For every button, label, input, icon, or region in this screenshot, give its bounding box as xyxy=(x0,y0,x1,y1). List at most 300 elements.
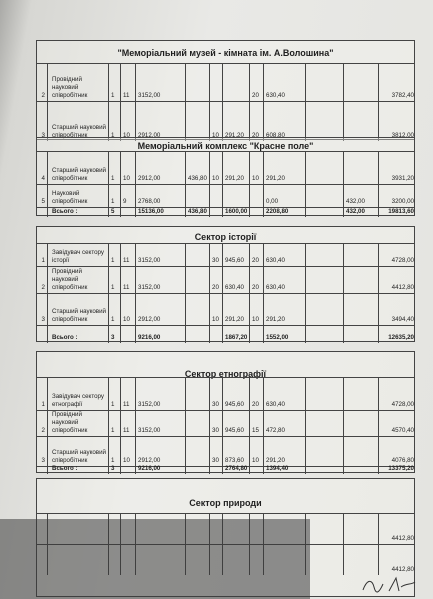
table-cell-c6 xyxy=(222,437,249,466)
cell-value: 10 xyxy=(212,175,219,182)
table-cell-c11 xyxy=(378,294,416,325)
cell-value: 873,60 xyxy=(225,457,244,464)
cell-value: 1 xyxy=(111,175,115,182)
table-cell-c4 xyxy=(185,326,209,343)
table-cell-c1 xyxy=(108,64,120,101)
table-row xyxy=(37,266,414,293)
table-cell-c7 xyxy=(249,294,263,325)
cell-value: 10 xyxy=(252,175,259,182)
cell-value: 3 xyxy=(41,457,45,464)
table-cell-c2 xyxy=(120,64,135,101)
cell-value: 10 xyxy=(212,132,219,139)
cell-value: 1 xyxy=(111,427,115,434)
table-cell-c10 xyxy=(343,244,378,266)
table-cell-c10 xyxy=(343,437,378,466)
cell-value: 3152,00 xyxy=(138,257,161,264)
table-cell-c10 xyxy=(343,545,378,575)
table-cell-n xyxy=(37,467,47,474)
table-cell-c11 xyxy=(378,467,416,474)
table-cell-c5 xyxy=(209,208,222,217)
table-cell-c4 xyxy=(185,378,209,410)
cell-value: 15 xyxy=(252,427,259,434)
table-cell-c8 xyxy=(263,208,305,217)
cell-value: 630,40 xyxy=(266,401,285,408)
cell-value: 19813,60 xyxy=(388,208,414,215)
table-cell-c7 xyxy=(249,208,263,217)
table-cell-n xyxy=(37,185,47,207)
table-cell-c6 xyxy=(222,294,249,325)
cell-value: 1600,00 xyxy=(225,208,248,215)
table-cell-c3 xyxy=(135,208,185,217)
table-cell-c3 xyxy=(135,411,185,436)
table-cell-c7 xyxy=(249,467,263,474)
table-cell-c4 xyxy=(185,102,209,141)
table-cell-c10 xyxy=(343,411,378,436)
cell-value: 945,60 xyxy=(225,427,244,434)
table-cell-n xyxy=(37,437,47,466)
table-row xyxy=(37,243,414,266)
cell-value: 9216,00 xyxy=(138,465,161,472)
table-cell-c3 xyxy=(135,378,185,410)
total-row xyxy=(37,207,414,217)
cell-value: 30 xyxy=(212,257,219,264)
cell-value: 2 xyxy=(41,92,45,99)
cell-value: 608,80 xyxy=(266,132,285,139)
table-cell-c3 xyxy=(135,467,185,474)
cell-value: Провідний науковий співробітник xyxy=(52,268,88,291)
cell-value: 3 xyxy=(41,132,45,139)
cell-value: 3 xyxy=(111,334,115,341)
table-cell-c11 xyxy=(378,514,416,544)
table-cell-c5 xyxy=(209,102,222,141)
table-cell-n xyxy=(37,102,47,141)
table-cell-c9 xyxy=(305,267,343,293)
cell-value: Старший науковий співробітник xyxy=(52,449,107,464)
cell-value: 3 xyxy=(41,316,45,323)
cell-value: 4412,80 xyxy=(391,284,414,291)
table-cell-c2 xyxy=(120,185,135,207)
table-cell-c9 xyxy=(305,185,343,207)
table-cell-name xyxy=(47,326,108,343)
cell-value: 13375,20 xyxy=(388,465,414,472)
table-cell-c11 xyxy=(378,378,416,410)
table-cell-c5 xyxy=(209,437,222,466)
table-cell-c8 xyxy=(263,467,305,474)
table-cell-c2 xyxy=(120,267,135,293)
table-cell-c11 xyxy=(378,545,416,575)
cell-value: 10 xyxy=(123,132,130,139)
scan-shadow xyxy=(0,519,310,599)
table-cell-name xyxy=(47,378,108,410)
table-cell-c10 xyxy=(343,514,378,544)
section-title: Сектор етнографії xyxy=(184,369,267,379)
cell-value: 4570,40 xyxy=(391,427,414,434)
cell-value: 11 xyxy=(123,92,130,99)
cell-value: 630,40 xyxy=(266,92,285,99)
table-cell-name xyxy=(47,152,108,184)
table-cell-c1 xyxy=(108,326,120,343)
table-cell-c9 xyxy=(305,514,343,544)
table-cell-c1 xyxy=(108,294,120,325)
table-cell-c2 xyxy=(120,152,135,184)
cell-value: 1 xyxy=(111,284,115,291)
handwritten-signature xyxy=(359,575,419,595)
table-cell-c2 xyxy=(120,437,135,466)
table-cell-c6 xyxy=(222,208,249,217)
table-cell-c2 xyxy=(120,244,135,266)
cell-value: 30 xyxy=(212,427,219,434)
table-cell-c3 xyxy=(135,437,185,466)
cell-value: 10 xyxy=(123,457,130,464)
table-cell-c4 xyxy=(185,411,209,436)
table-cell-c8 xyxy=(263,326,305,343)
cell-value: Провідний науковий співробітник xyxy=(52,411,88,434)
cell-value: 10 xyxy=(212,316,219,323)
cell-value: 3152,00 xyxy=(138,92,161,99)
cell-value: 4 xyxy=(41,175,45,182)
section-table-history-sector xyxy=(36,226,415,342)
table-cell-c1 xyxy=(108,185,120,207)
table-cell-c9 xyxy=(305,437,343,466)
table-cell-n xyxy=(37,64,47,101)
table-cell-c3 xyxy=(135,102,185,141)
section-title: Меморіальний комплекс "Красне поле" xyxy=(137,141,314,151)
table-cell-c7 xyxy=(249,378,263,410)
cell-value: 291,20 xyxy=(266,316,285,323)
cell-value: Всього : xyxy=(52,208,78,215)
cell-value: 432,00 xyxy=(346,198,365,205)
table-cell-c9 xyxy=(305,64,343,101)
table-cell-name xyxy=(47,267,108,293)
table-cell-n xyxy=(37,326,47,343)
cell-value: 1 xyxy=(111,92,115,99)
cell-value: Науковий співробітник xyxy=(52,190,88,205)
table-cell-c10 xyxy=(343,208,378,217)
table-cell-c4 xyxy=(185,185,209,207)
cell-value: 3200,00 xyxy=(391,198,414,205)
table-cell-n xyxy=(37,152,47,184)
table-cell-c3 xyxy=(135,152,185,184)
table-cell-name xyxy=(47,244,108,266)
cell-value: 11 xyxy=(123,257,130,264)
cell-value: 11 xyxy=(123,284,130,291)
table-cell-c8 xyxy=(263,437,305,466)
cell-value: 2768,00 xyxy=(138,198,161,205)
cell-value: 30 xyxy=(212,457,219,464)
table-cell-c2 xyxy=(120,294,135,325)
cell-value: 2912,00 xyxy=(138,316,161,323)
table-cell-c3 xyxy=(135,294,185,325)
cell-value: 20 xyxy=(212,284,219,291)
table-cell-c9 xyxy=(305,208,343,217)
table-cell-c8 xyxy=(263,378,305,410)
cell-value: 2912,00 xyxy=(138,132,161,139)
table-cell-c3 xyxy=(135,185,185,207)
table-cell-c6 xyxy=(222,102,249,141)
cell-value: 630,40 xyxy=(266,284,285,291)
cell-value: 3152,00 xyxy=(138,284,161,291)
table-row xyxy=(37,184,414,207)
table-cell-c9 xyxy=(305,244,343,266)
cell-value: 3931,20 xyxy=(391,175,414,182)
table-cell-c1 xyxy=(108,152,120,184)
cell-value: 20 xyxy=(252,257,259,264)
table-cell-c6 xyxy=(222,64,249,101)
cell-value: 0,00 xyxy=(266,198,279,205)
table-cell-c10 xyxy=(343,152,378,184)
table-cell-c6 xyxy=(222,244,249,266)
cell-value: 5 xyxy=(41,198,45,205)
table-cell-c10 xyxy=(343,64,378,101)
table-cell-c5 xyxy=(209,467,222,474)
table-cell-c7 xyxy=(249,244,263,266)
cell-value: 3 xyxy=(111,465,115,472)
table-cell-c8 xyxy=(263,244,305,266)
cell-value: 1 xyxy=(111,132,115,139)
table-cell-c11 xyxy=(378,326,416,343)
table-cell-c7 xyxy=(249,267,263,293)
cell-value: 10 xyxy=(252,316,259,323)
cell-value: 20 xyxy=(252,284,259,291)
table-cell-c1 xyxy=(108,102,120,141)
cell-value: 436,80 xyxy=(188,175,207,182)
cell-value: 2 xyxy=(41,284,45,291)
table-cell-c5 xyxy=(209,411,222,436)
cell-value: 20 xyxy=(252,92,259,99)
table-cell-c6 xyxy=(222,411,249,436)
table-cell-c4 xyxy=(185,208,209,217)
table-cell-c10 xyxy=(343,378,378,410)
section-table-ethnography-sector xyxy=(36,351,415,473)
cell-value: 3152,00 xyxy=(138,401,161,408)
table-cell-c4 xyxy=(185,437,209,466)
cell-value: 4076,80 xyxy=(391,457,414,464)
total-row xyxy=(37,466,414,474)
table-cell-c11 xyxy=(378,64,416,101)
table-cell-c9 xyxy=(305,411,343,436)
table-cell-c2 xyxy=(120,102,135,141)
cell-value: 15136,00 xyxy=(138,208,164,215)
cell-value: 20 xyxy=(252,132,259,139)
table-cell-c9 xyxy=(305,378,343,410)
table-cell-c5 xyxy=(209,185,222,207)
table-cell-c7 xyxy=(249,411,263,436)
table-cell-c4 xyxy=(185,467,209,474)
table-cell-name xyxy=(47,208,108,217)
cell-value: Завідувач сектору етнографії xyxy=(52,393,104,408)
table-row xyxy=(37,63,414,101)
section-title: Сектор історії xyxy=(194,232,257,242)
table-row xyxy=(37,151,414,184)
cell-value: 1 xyxy=(111,401,115,408)
table-cell-c5 xyxy=(209,294,222,325)
table-cell-c9 xyxy=(305,326,343,343)
table-row xyxy=(37,101,414,141)
table-cell-c3 xyxy=(135,244,185,266)
table-cell-c5 xyxy=(209,244,222,266)
table-cell-c7 xyxy=(249,152,263,184)
table-cell-c11 xyxy=(378,437,416,466)
cell-value: 436,80 xyxy=(188,208,207,215)
table-cell-n xyxy=(37,378,47,410)
table-cell-c4 xyxy=(185,267,209,293)
table-cell-name xyxy=(47,467,108,474)
cell-value: 2764,80 xyxy=(225,465,248,472)
table-cell-name xyxy=(47,437,108,466)
cell-value: 4728,00 xyxy=(391,401,414,408)
table-cell-c7 xyxy=(249,185,263,207)
cell-value: 5 xyxy=(111,208,115,215)
table-cell-c5 xyxy=(209,326,222,343)
table-cell-c8 xyxy=(263,185,305,207)
cell-value: 2208,80 xyxy=(266,208,289,215)
cell-value: 9 xyxy=(123,198,127,205)
table-cell-n xyxy=(37,267,47,293)
cell-value: 2912,00 xyxy=(138,457,161,464)
table-cell-name xyxy=(47,411,108,436)
table-cell-c7 xyxy=(249,437,263,466)
table-cell-c1 xyxy=(108,411,120,436)
table-cell-c11 xyxy=(378,102,416,141)
table-cell-c4 xyxy=(185,152,209,184)
table-cell-c1 xyxy=(108,378,120,410)
table-cell-c6 xyxy=(222,185,249,207)
table-cell-c11 xyxy=(378,244,416,266)
cell-value: 291,20 xyxy=(225,316,244,323)
table-cell-c6 xyxy=(222,267,249,293)
cell-value: Старший науковий співробітник xyxy=(52,308,107,323)
table-cell-c7 xyxy=(249,102,263,141)
cell-value: 1 xyxy=(111,257,115,264)
cell-value: 945,60 xyxy=(225,401,244,408)
table-cell-c11 xyxy=(378,208,416,217)
table-cell-c9 xyxy=(305,467,343,474)
cell-value: Провідний науковий співробітник xyxy=(52,76,88,99)
table-cell-c5 xyxy=(209,267,222,293)
table-cell-c9 xyxy=(305,102,343,141)
section-title: Сектор природи xyxy=(189,498,262,508)
cell-value: 3494,40 xyxy=(391,316,414,323)
table-cell-name xyxy=(47,102,108,141)
table-cell-c7 xyxy=(249,326,263,343)
cell-value: 9216,00 xyxy=(138,334,161,341)
cell-value: 10 xyxy=(123,316,130,323)
table-cell-c10 xyxy=(343,185,378,207)
section-table-memorial-museum xyxy=(36,40,415,140)
cell-value: 1 xyxy=(111,198,115,205)
table-cell-c11 xyxy=(378,185,416,207)
table-cell-c3 xyxy=(135,64,185,101)
table-cell-n xyxy=(37,411,47,436)
cell-value: Всього : xyxy=(52,334,78,341)
cell-value: 1 xyxy=(111,316,115,323)
cell-value: 1867,20 xyxy=(225,334,248,341)
cell-value: 4728,00 xyxy=(391,257,414,264)
cell-value: 291,20 xyxy=(266,175,285,182)
table-cell-c5 xyxy=(209,64,222,101)
cell-value: 10 xyxy=(123,175,130,182)
cell-value: 1552,00 xyxy=(266,334,289,341)
table-cell-c10 xyxy=(343,294,378,325)
cell-value: 630,40 xyxy=(225,284,244,291)
cell-value: 11 xyxy=(123,401,130,408)
table-cell-n xyxy=(37,244,47,266)
cell-value: Старший науковий співробітник xyxy=(52,167,107,182)
table-cell-c10 xyxy=(343,102,378,141)
table-cell-c5 xyxy=(209,152,222,184)
table-cell-c11 xyxy=(378,267,416,293)
table-cell-c9 xyxy=(305,545,343,575)
cell-value: 291,20 xyxy=(266,457,285,464)
table-cell-c2 xyxy=(120,208,135,217)
total-row xyxy=(37,325,414,343)
table-cell-c9 xyxy=(305,152,343,184)
cell-value: Старший науковий співробітник xyxy=(52,124,107,139)
table-cell-c6 xyxy=(222,152,249,184)
cell-value: 10 xyxy=(252,457,259,464)
table-cell-c9 xyxy=(305,294,343,325)
table-cell-c10 xyxy=(343,326,378,343)
cell-value: 630,40 xyxy=(266,257,285,264)
cell-value: 291,20 xyxy=(225,175,244,182)
table-cell-c8 xyxy=(263,152,305,184)
table-cell-n xyxy=(37,208,47,217)
table-cell-c2 xyxy=(120,378,135,410)
table-row xyxy=(37,377,414,410)
table-cell-c1 xyxy=(108,437,120,466)
cell-value: 432,00 xyxy=(346,208,365,215)
table-cell-c2 xyxy=(120,411,135,436)
table-row xyxy=(37,293,414,325)
cell-value: 11 xyxy=(123,427,130,434)
cell-value: 1 xyxy=(111,457,115,464)
section-title: "Меморіальний музей - кімната ім. А.Волошина" xyxy=(117,48,334,58)
table-cell-c8 xyxy=(263,64,305,101)
cell-value: 20 xyxy=(252,401,259,408)
table-cell-c4 xyxy=(185,294,209,325)
cell-value: 12635,20 xyxy=(388,334,414,341)
table-cell-c1 xyxy=(108,244,120,266)
table-cell-c5 xyxy=(209,378,222,410)
table-row xyxy=(37,436,414,466)
table-cell-c1 xyxy=(108,208,120,217)
table-cell-c8 xyxy=(263,267,305,293)
cell-value: 472,80 xyxy=(266,427,285,434)
cell-value: 4412,80 xyxy=(391,535,414,542)
table-cell-name xyxy=(47,294,108,325)
table-cell-c10 xyxy=(343,267,378,293)
cell-value: 945,60 xyxy=(225,257,244,264)
cell-value: 2912,00 xyxy=(138,175,161,182)
table-cell-c1 xyxy=(108,267,120,293)
table-cell-c6 xyxy=(222,467,249,474)
table-cell-c6 xyxy=(222,378,249,410)
cell-value: 3152,00 xyxy=(138,427,161,434)
cell-value: 1394,40 xyxy=(266,465,289,472)
table-cell-c2 xyxy=(120,467,135,474)
cell-value: 3812,00 xyxy=(391,132,414,139)
table-cell-c11 xyxy=(378,411,416,436)
table-cell-c6 xyxy=(222,326,249,343)
cell-value: 4412,80 xyxy=(391,566,414,573)
cell-value: 1 xyxy=(41,401,45,408)
table-cell-c8 xyxy=(263,411,305,436)
cell-value: Всього : xyxy=(52,465,78,472)
table-cell-c4 xyxy=(185,64,209,101)
table-cell-c8 xyxy=(263,294,305,325)
table-cell-c2 xyxy=(120,326,135,343)
section-table-krasne-pole xyxy=(36,137,415,216)
